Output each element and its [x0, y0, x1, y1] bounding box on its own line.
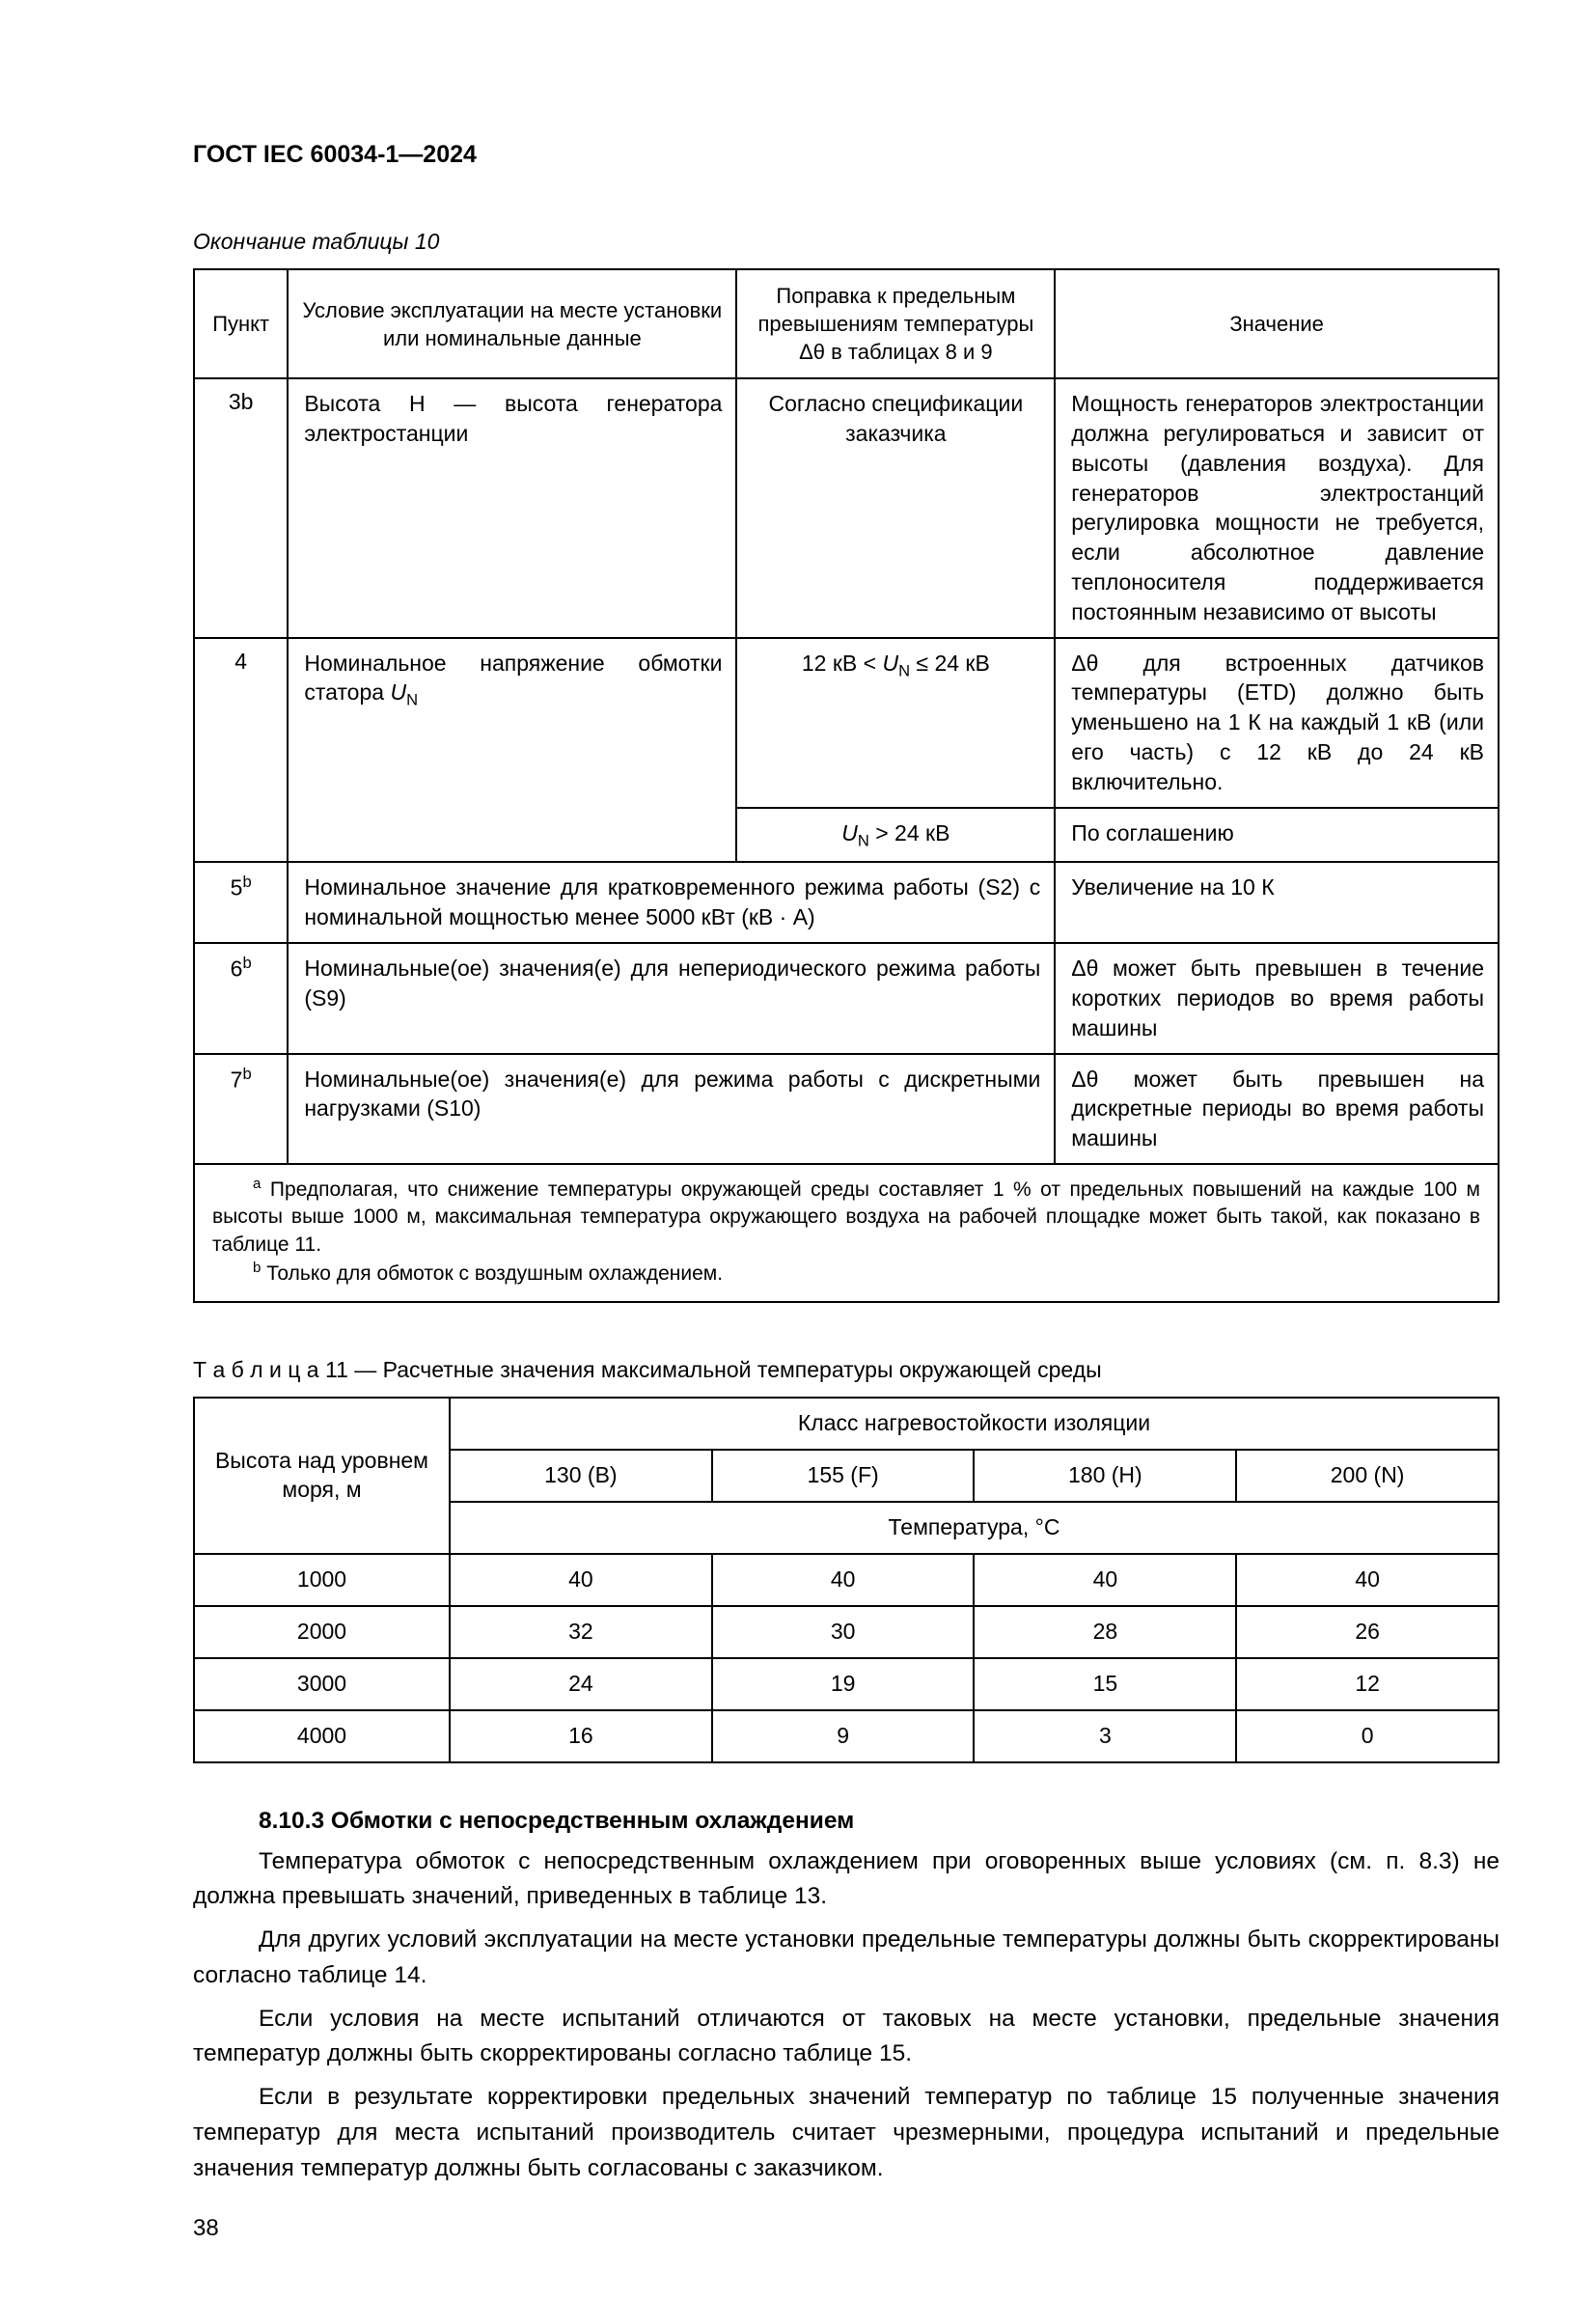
cell-point-6b: 6$^b$: [194, 943, 288, 1053]
cell-value-4b: По соглашению: [1055, 808, 1499, 863]
table11-altitude-header: Высота над уровнем моря, м: [194, 1398, 450, 1554]
table10-header-row: [194, 269, 1499, 378]
table11-row-2000: [194, 1606, 1499, 1658]
footnote-a-text: Предполагая, что снижение температуры окружающей среды составляет 1 % от предельных повышений на каждые 100 м высоты выше 1000 м, максимальная температура окружающего воздуха на рабочей площадке может быть такой, как показано в таблице 11.: [212, 1178, 1480, 1256]
footnote-a-marker: a: [253, 1175, 261, 1192]
table11-caption: Т а б л и ц а 11 — Расчетные значения максимальной температуры окружающей среды: [193, 1357, 1102, 1383]
table10-row-5b: [194, 862, 1499, 943]
cell-value-6b: Δθ может быть превышен в течение коротких периодов во время работы машины: [1055, 943, 1499, 1053]
cell-temp: 28: [974, 1606, 1236, 1658]
cell-point-5b: 5$^b$: [194, 862, 288, 943]
cell-condition-3b: Высота Н — высота генератора электростанции: [288, 378, 736, 638]
table11-header-row-1: [194, 1398, 1499, 1450]
table11-class-header-130B: 130 (B): [450, 1450, 712, 1502]
table11-row-3000: [194, 1658, 1499, 1710]
table11-sub-header: Температура, °С: [450, 1502, 1499, 1554]
table11-class-header-180H: 180 (H): [974, 1450, 1236, 1502]
cell-temp: 3: [974, 1710, 1236, 1762]
cell-point-3b: 3b: [194, 378, 288, 638]
cell-condition-6b: Номинальные(ое) значения(е) для непериодического режима работы (S9): [288, 943, 1055, 1053]
cell-altitude: 3000: [194, 1658, 450, 1710]
table10-row-3b: [194, 378, 1499, 638]
cell-temp: 30: [712, 1606, 975, 1658]
table10-col-header-point: Пункт: [194, 269, 288, 378]
cell-correction-4b: $U_N > 24$ кВ: [736, 808, 1055, 863]
table10-col-header-correction: Поправка к предельным превышениям температуры Δθ в таблицах 8 и 9: [736, 269, 1055, 378]
cell-temp: 16: [450, 1710, 712, 1762]
cell-altitude: 4000: [194, 1710, 450, 1762]
table10-footnote-a: [212, 1175, 1480, 1259]
table11: [193, 1397, 1500, 1762]
table10-continuation-caption: Окончание таблицы 10: [193, 229, 440, 254]
cell-temp: 32: [450, 1606, 712, 1658]
cell-altitude: 1000: [194, 1554, 450, 1606]
cell-value-4a: Δθ для встроенных датчиков температуры (ETD) должно быть уменьшено на 1 К на каждый 1 кВ (или его часть) с 12 кВ до 24 кВ включительно.: [1055, 638, 1499, 808]
table11-row-4000: [194, 1710, 1499, 1762]
table10-footnotes-row: [194, 1164, 1499, 1302]
table10-row-6b: [194, 943, 1499, 1053]
cell-altitude: 2000: [194, 1606, 450, 1658]
table10-footnote-b: [212, 1259, 1480, 1288]
cell-point-7b: 7$^b$: [194, 1054, 288, 1164]
cell-correction-3b: Согласно спецификации заказчика: [736, 378, 1055, 638]
cell-temp: 15: [974, 1658, 1236, 1710]
footnote-b-marker: b: [253, 1259, 261, 1276]
cell-condition-7b: Номинальные(ое) значения(е) для режима работы с дискретными нагрузками (S10): [288, 1054, 1055, 1164]
table11-class-header-155F: 155 (F): [712, 1450, 975, 1502]
cell-point-4: 4: [194, 638, 288, 863]
body-paragraph-3: Если условия на месте испытаний отличаются от таковых на месте установки, предельные значения температур должны быть скорректированы согласно таблице 15.: [193, 2005, 1500, 2067]
table10-continuation: [193, 268, 1500, 1303]
table10-row-7b: [194, 1054, 1499, 1164]
document-header: ГОСТ IEC 60034-1—2024: [193, 141, 477, 168]
cell-temp: 19: [712, 1658, 975, 1710]
cell-condition-4: Номинальное напряжение обмотки статора $U_N$: [288, 638, 736, 863]
cell-temp: 40: [974, 1554, 1236, 1606]
table10-col-header-condition: Условие эксплуатации на месте установки или номинальные данные: [288, 269, 736, 378]
table10-footnotes-cell: [194, 1164, 1499, 1302]
table11-row-1000: [194, 1554, 1499, 1606]
cell-temp: 40: [450, 1554, 712, 1606]
table11-class-header-200N: 200 (N): [1236, 1450, 1499, 1502]
cell-correction-4a: 12 кВ < $U_N \le 24$ кВ: [736, 638, 1055, 808]
page-number: 38: [193, 2215, 219, 2242]
cell-value-7b: Δθ может быть превышен на дискретные периоды во время работы машины: [1055, 1054, 1499, 1164]
cell-temp: 40: [712, 1554, 975, 1606]
cell-temp: 26: [1236, 1606, 1499, 1658]
cell-temp: 40: [1236, 1554, 1499, 1606]
section-heading-8-10-3: 8.10.3 Обмотки с непосредственным охлаждением: [259, 1807, 855, 1834]
cell-condition-5b: Номинальное значение для кратковременного режима работы (S2) с номинальной мощностью менее 5000 кВт (кВ · А): [288, 862, 1055, 943]
table10-col-header-value: Значение: [1055, 269, 1499, 378]
body-paragraph-2: Для других условий эксплуатации на месте установки предельные температуры должны быть скорректированы согласно таблице 14.: [193, 1926, 1500, 1988]
cell-temp: 0: [1236, 1710, 1499, 1762]
cell-value-3b: Мощность генераторов электростанции должна регулироваться и зависит от высоты (давления воздуха). Для генераторов электростанций регулировка мощности не требуется, если абсолютное давление теплоносителя поддерживается постоянным независимо от высоты: [1055, 378, 1499, 638]
footnote-b-text: Только для обмоток с воздушным охлаждением.: [266, 1261, 724, 1285]
cell-value-5b: Увеличение на 10 К: [1055, 862, 1499, 943]
cell-temp: 9: [712, 1710, 975, 1762]
table11-group-header: Класс нагревостойкости изоляции: [450, 1398, 1499, 1450]
cell-temp: 12: [1236, 1658, 1499, 1710]
cell-temp: 24: [450, 1658, 712, 1710]
body-paragraph-4: Если в результате корректировки предельных значений температур по таблице 15 полученные значения температур для места испытаний производитель считает чрезмерными, процедура испытаний и предельные значения температур должны быть согласованы с заказчиком.: [193, 2084, 1500, 2181]
table10-row-4a: [194, 638, 1499, 808]
body-paragraph-1: Температура обмоток с непосредственным охлаждением при оговоренных выше условиях (см. п. 8.3) не должна превышать значений, приведенных в таблице 13.: [193, 1847, 1500, 1910]
